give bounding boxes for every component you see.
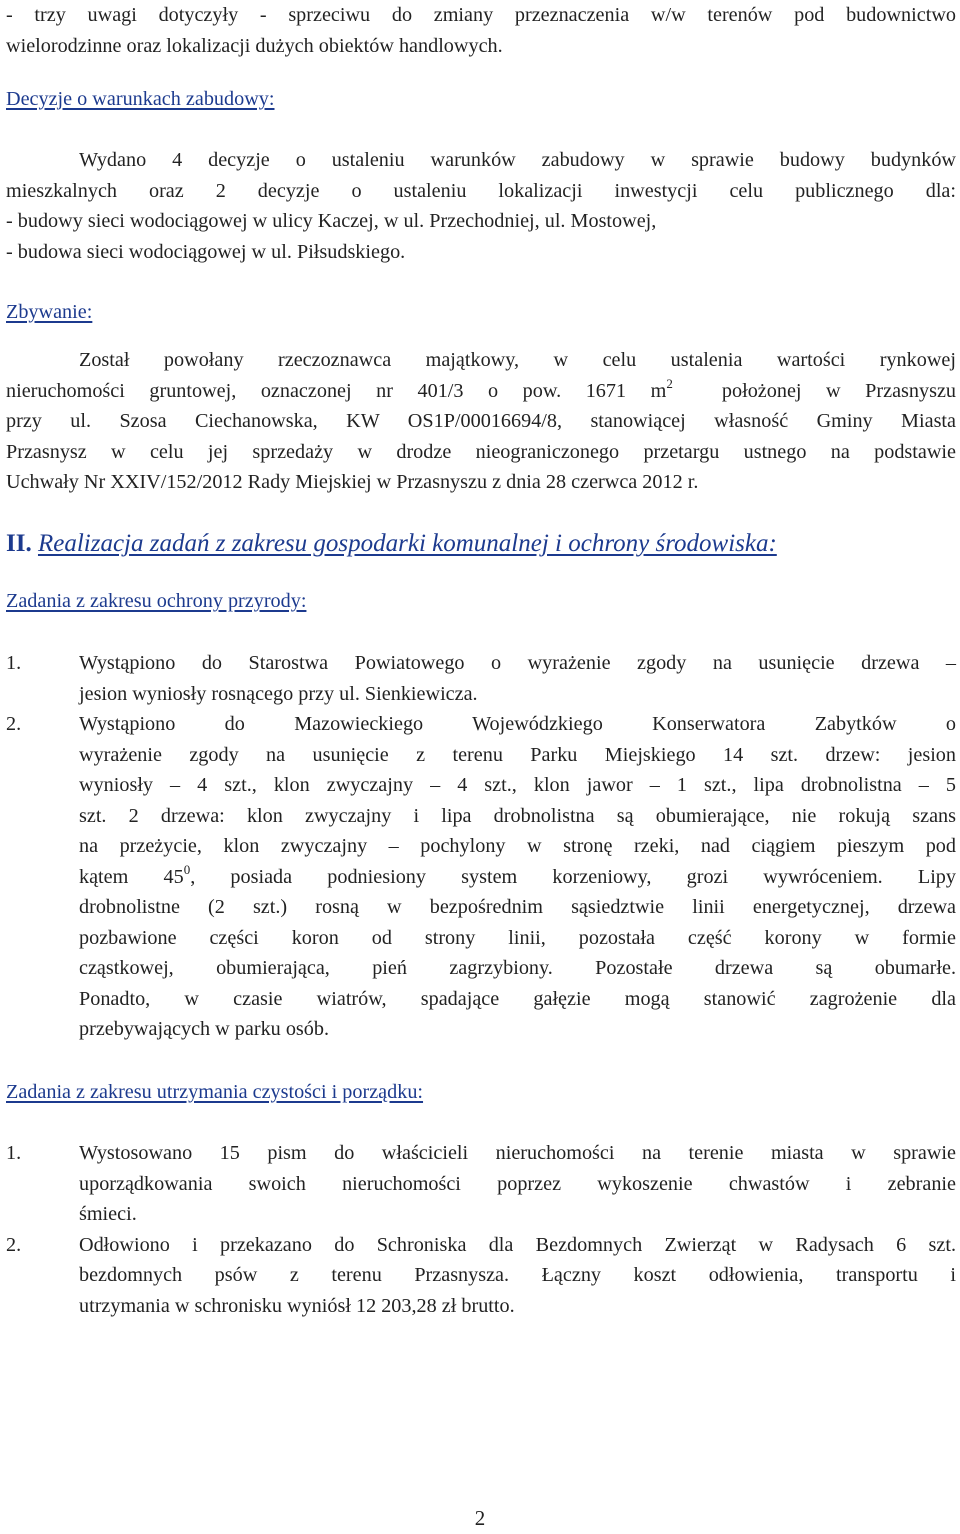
list-number: 1.: [6, 1142, 22, 1164]
section-title: [6, 527, 956, 561]
zbywanie-text: położonej w Przasnyszu: [721, 379, 956, 402]
zbywanie-heading: Zbywanie:: [6, 301, 93, 323]
przyroda-section: [6, 586, 956, 617]
list-line: Wystąpiono do Starostwa Powiatowego o wyrażenie zgody na usunięcie drzewa –: [79, 652, 956, 674]
list-line: utrzymania w schronisku wyniósł 12 203,28 zł brutto.: [79, 1294, 515, 1317]
list-line: uporządkowania swoich nieruchomości poprzez wykoszenie chwastów i zebranie: [79, 1172, 956, 1195]
list-line: bezdomnych psów z terenu Przasnysza. Łączny koszt odłowienia, transportu i: [79, 1264, 956, 1286]
list-line: drobnolistne (2 szt.) rosną w bezpośrednim sąsiedztwie linii energetycznej, drzewa: [79, 896, 956, 918]
list-line: wyrażenie zgody na usunięcie z terenu Parku Miejskiego 14 szt. drzew: jesion: [79, 743, 956, 766]
list-text: , posiada podniesiony system korzeniowy, grozi wywróceniem. Lipy: [190, 865, 956, 888]
list-item: [6, 648, 956, 709]
section-title-text: Realizacja zadań z zakresu gospodarki komunalnej i ochrony środowiska:: [37, 530, 777, 557]
zbywanie-line: Przasnysz w celu jej sprzedaży w drodze nieograniczonego przetargu ustnego na podstawie: [6, 440, 956, 463]
list-line: [79, 862, 956, 893]
page-number: 2: [474, 1506, 486, 1530]
intro-line: - trzy uwagi dotyczyły - sprzeciwu do zmiany przeznaczenia w/w terenów pod budownictwo: [6, 4, 956, 26]
list-line: śmieci.: [79, 1203, 137, 1225]
zbywanie-line: Został powołany rzeczoznawca majątkowy, w celu ustalenia wartości rynkowej: [79, 349, 956, 371]
list-line: na przeżycie, klon zwyczajny – pochylony w stronę rzeki, nad ciągiem pieszym pod: [79, 835, 956, 857]
zbywanie-line: przy ul. Szosa Ciechanowska, KW OS1P/00016694/8, stanowiącej własność Gminy Miasta: [6, 410, 956, 432]
zbywanie-line: Uchwały Nr XXIV/152/2012 Rady Miejskiej w Przasnyszu z dnia 28 czerwca 2012 r.: [6, 471, 699, 493]
superscript: 2: [666, 375, 673, 391]
decyzje-line: - budowa sieci wodociągowej w ul. Piłsudskiego.: [6, 240, 406, 263]
section-roman-numeral: II.: [6, 530, 32, 557]
list-line: szt. 2 drzewa: klon zwyczajny i lipa drobnolistna są obumierające, nie rokują szans: [79, 804, 956, 827]
decyzje-section: [6, 84, 956, 115]
list-line: pozbawione części koron od strony linii, pozostała część korony w formie: [79, 926, 956, 949]
zbywanie-section: [6, 297, 956, 328]
intro-paragraph: [6, 0, 956, 61]
list-item: [6, 1138, 956, 1230]
przyroda-heading: Zadania z zakresu ochrony przyrody:: [6, 590, 307, 612]
list-line: przebywających w parku osób.: [79, 1018, 330, 1040]
decyzje-body: [6, 145, 956, 267]
zbywanie-body: [6, 345, 956, 498]
list-number: 2.: [6, 713, 22, 735]
list-line: cząstkowej, obumierająca, pień zagrzybiony. Pozostałe drzewa są obumarłe.: [79, 957, 956, 979]
list-line: jesion wyniosły rosnącego przy ul. Sienkiewicza.: [79, 682, 478, 705]
list-number: 2.: [6, 1233, 22, 1256]
intro-line: wielorodzinne oraz lokalizacji dużych obiektów handlowych.: [6, 34, 503, 57]
czystosc-section: [6, 1077, 956, 1108]
list-item: [6, 1230, 956, 1322]
czystosc-heading: Zadania z zakresu utrzymania czystości i porządku:: [6, 1081, 424, 1103]
decyzje-line: mieszkalnych oraz 2 decyzje o ustaleniu lokalizacji inwestycji celu publicznego dla:: [6, 179, 956, 202]
zbywanie-text: nieruchomości gruntowej, oznaczonej nr 401/3 o pow. 1671 m: [6, 379, 667, 402]
list-text: kątem 45: [79, 865, 184, 888]
list-line: wyniosły – 4 szt., klon zwyczajny – 4 szt., klon jawor – 1 szt., lipa drobnolistna – 5: [79, 774, 956, 796]
decyzje-line: Wydano 4 decyzje o ustaleniu warunków zabudowy w sprawie budowy budynków: [79, 149, 956, 171]
list-line: Wystosowano 15 pism do właścicieli nieruchomości na terenie miasta w sprawie: [79, 1142, 956, 1164]
list-number: 1.: [6, 652, 22, 674]
przyroda-list: [6, 648, 956, 1045]
zbywanie-line: [6, 376, 956, 407]
list-line: Ponadto, w czasie wiatrów, spadające gałęzie mogą stanowić zagrożenie dla: [79, 987, 956, 1010]
czystosc-list: [6, 1138, 956, 1321]
list-item: [6, 709, 956, 1045]
superscript: 0: [183, 861, 191, 877]
list-line: Odłowiono i przekazano do Schroniska dla Bezdomnych Zwierząt w Radysach 6 szt.: [79, 1233, 956, 1256]
list-line: Wystąpiono do Mazowieckiego Wojewódzkiego Konserwatora Zabytków o: [79, 713, 956, 735]
decyzje-heading: Decyzje o warunkach zabudowy:: [6, 88, 275, 110]
decyzje-line: - budowy sieci wodociągowej w ulicy Kaczej, w ul. Przechodniej, ul. Mostowej,: [6, 210, 657, 232]
